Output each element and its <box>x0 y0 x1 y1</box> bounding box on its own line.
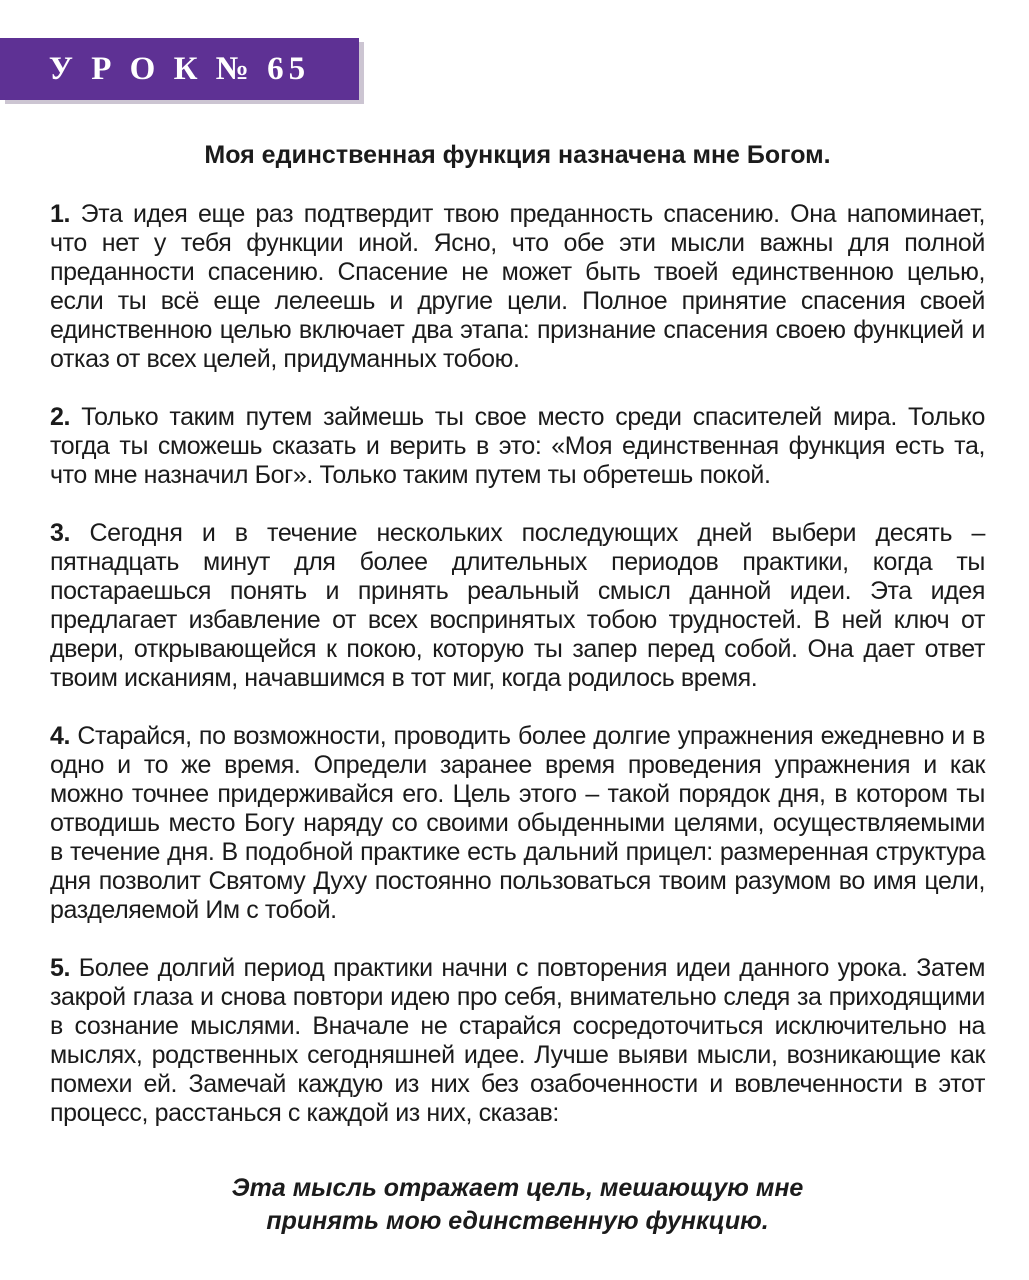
closing-thought: Эта мысль отражает цель, мешающую мне принять мою единственную функцию. <box>231 1174 804 1235</box>
paragraph-4-text: Старайся, по возможности, проводить более долгие упражнения ежедневно и в одно и то же время. Определи заранее время проведения упражнения и как можно точнее придерживайся его. Цель этого – такой порядок дня, в котором ты отводишь место Богу наряду со своими обыденными целями, осуществляемыми в течение дня. В подобной практике есть дальний прицел: размеренная структура дня позволит Святому Духу постоянно пользоваться твоим разумом во имя цели, разделяемой Им с тобой. <box>50 722 986 924</box>
lesson-number-label: У Р О К № 65 <box>48 50 311 87</box>
paragraph-2-text: Только таким путем займешь ты свое место среди спасителей мира. Только тогда ты сможешь сказать и верить в это: «Моя единственная функция есть та, что мне назначил Бог». Только таким путем ты обретешь покой. <box>50 403 986 489</box>
paragraph-3-number: 3. <box>50 519 71 547</box>
paragraph-3 <box>50 519 985 693</box>
lesson-content <box>50 140 985 1238</box>
paragraph-2 <box>50 403 985 490</box>
paragraph-2-number: 2. <box>50 403 71 431</box>
paragraph-1 <box>50 200 985 374</box>
paragraph-5 <box>50 954 985 1128</box>
paragraph-5-text: Более долгий период практики начни с повторения идеи данного урока. Затем закрой глаза и снова повтори идею про себя, внимательно следя за приходящими в сознание мыслями. Вначале не старайся сосредоточиться исключительно на мыслях, родственных сегодняшней идее. Лучше выяви мысли, возникающие как помехи ей. Замечай каждую из них без озабоченности и вовлеченности в этот процесс, расстанься с каждой из них, сказав: <box>50 954 985 1127</box>
paragraph-1-text: Эта идея еще раз подтвердит твою преданность спасению. Она напоминает, что нет у тебя функции иной. Ясно, что обе эти мысли важны для полной преданности спасению. Спасение не может быть твоей единственною целью, если ты всё еще лелеешь и другие цели. Полное принятие спасения своей единственною целью включает два этапа: признание спасения своею функцией и отказ от всех целей, придуманных тобою. <box>50 200 986 373</box>
paragraph-3-text: Сегодня и в течение нескольких последующих дней выбери десять – пятнадцать минут для более длительных периодов практики, когда ты постараешься понять и принять реальный смысл данной идеи. Эта идея предлагает избавление от всех воспринятых тобою трудностей. В ней ключ от двери, открывающейся к покою, которую ты запер перед собой. Она дает ответ твоим исканиям, начавшимся в тот миг, когда родилось время. <box>50 519 985 692</box>
paragraph-4 <box>50 722 985 925</box>
lesson-title: Моя единственная функция назначена мне Богом. <box>204 141 831 169</box>
paragraph-1-number: 1. <box>50 200 71 228</box>
lesson-banner <box>0 38 359 100</box>
paragraph-4-number: 4. <box>50 722 71 750</box>
paragraph-5-number: 5. <box>50 954 71 982</box>
